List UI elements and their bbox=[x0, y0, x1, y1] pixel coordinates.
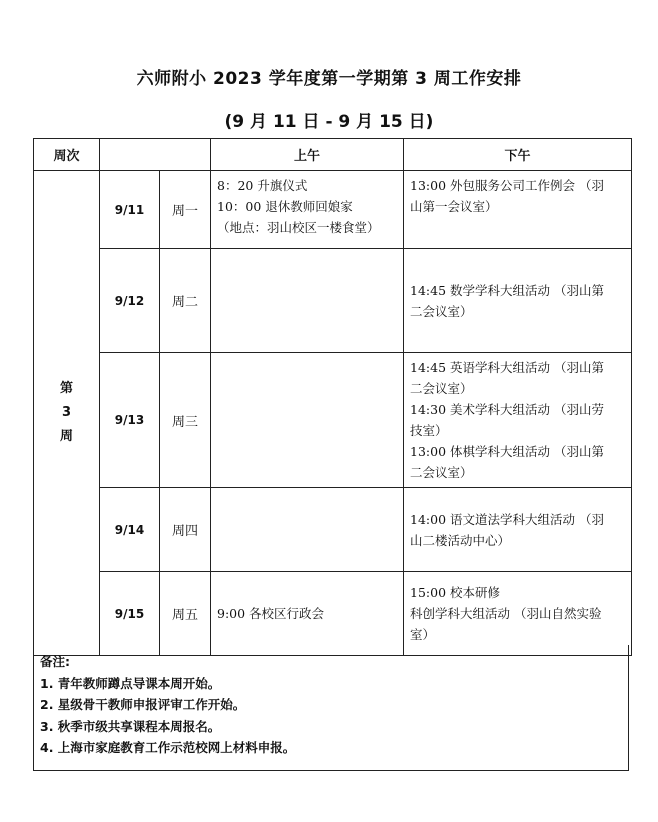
date-cell: 9/15 bbox=[100, 572, 160, 656]
header-morning: 上午 bbox=[211, 139, 404, 171]
event-line: 室） bbox=[410, 627, 436, 642]
note-item: 2. 星级骨干教师申报评审工作开始。 bbox=[40, 697, 246, 712]
event-line: 二会议室） bbox=[410, 381, 473, 396]
header-week: 周次 bbox=[34, 139, 100, 171]
event-line: 山二楼活动中心） bbox=[410, 532, 511, 548]
event-line: 14:45 英语学科大组活动 （羽山第 bbox=[410, 360, 604, 375]
event-line: 科创学科大组活动 （羽山自然实验 bbox=[410, 606, 602, 621]
morning-cell bbox=[211, 488, 404, 572]
afternoon-cell bbox=[404, 249, 632, 353]
week-label-num: 3 bbox=[61, 405, 72, 420]
day-row-fri bbox=[34, 572, 632, 656]
schedule-table bbox=[33, 138, 632, 656]
week-label-char: 第 bbox=[59, 381, 73, 396]
date-cell: 9/13 bbox=[100, 353, 160, 488]
event-line: 8：20 升旗仪式 bbox=[217, 178, 308, 193]
date-cell: 9/12 bbox=[100, 249, 160, 353]
event-line: 14:45 数学学科大组活动 （羽山第 bbox=[410, 282, 604, 298]
header-row bbox=[34, 139, 632, 171]
afternoon-cell bbox=[404, 171, 632, 249]
weekday-cell: 周四 bbox=[160, 488, 211, 572]
weekday-cell: 周三 bbox=[160, 353, 211, 488]
afternoon-cell bbox=[404, 488, 632, 572]
day-row-mon bbox=[34, 171, 632, 249]
event-line: 技室） bbox=[410, 423, 448, 438]
morning-cell bbox=[211, 249, 404, 353]
event-line: 9:00 各校区行政会 bbox=[217, 606, 325, 621]
day-row-tue bbox=[34, 249, 632, 353]
note-item: 3. 秋季市级共享课程本周报名。 bbox=[40, 718, 221, 734]
event-line: 14:30 美术学科大组活动 （羽山劳 bbox=[410, 402, 604, 417]
weekday-cell: 周五 bbox=[160, 572, 211, 656]
event-line: 13:00 体棋学科大组活动 （羽山第 bbox=[410, 444, 604, 459]
header-blank bbox=[100, 139, 211, 171]
event-line: 二会议室） bbox=[410, 303, 473, 319]
header-afternoon: 下午 bbox=[404, 139, 632, 171]
event-line: 14:00 语文道法学科大组活动 （羽 bbox=[410, 511, 604, 527]
notes-label: 备注: bbox=[40, 654, 70, 669]
week-number-cell bbox=[34, 171, 100, 656]
date-cell: 9/14 bbox=[100, 488, 160, 572]
note-item: 4. 上海市家庭教育工作示范校网上材料申报。 bbox=[40, 740, 296, 755]
date-range-subtitle: (9 月 11 日 - 9 月 15 日) bbox=[224, 112, 434, 132]
event-line: 15:00 校本研修 bbox=[410, 585, 500, 600]
week-label-char: 周 bbox=[59, 429, 73, 444]
morning-cell bbox=[211, 353, 404, 488]
event-line: 山第一会议室） bbox=[410, 199, 498, 214]
page-title: 六师附小 2023 学年度第一学期第 3 周工作安排 bbox=[136, 69, 522, 89]
afternoon-cell bbox=[404, 572, 632, 656]
afternoon-cell bbox=[404, 353, 632, 488]
event-line: 10：00 退休教师回娘家 bbox=[217, 199, 353, 214]
weekday-cell: 周一 bbox=[160, 171, 211, 249]
date-cell: 9/11 bbox=[100, 171, 160, 249]
event-line: 13:00 外包服务公司工作例会 （羽 bbox=[410, 178, 604, 193]
day-row-wed bbox=[34, 353, 632, 488]
day-row-thu bbox=[34, 488, 632, 572]
morning-cell bbox=[211, 572, 404, 656]
morning-cell bbox=[211, 171, 404, 249]
notes-box bbox=[33, 645, 629, 771]
event-line: 二会议室） bbox=[410, 465, 473, 480]
event-line: （地点：羽山校区一楼食堂） bbox=[217, 220, 380, 235]
note-item: 1. 青年教师蹲点导课本周开始。 bbox=[40, 675, 221, 691]
weekday-cell: 周二 bbox=[160, 249, 211, 353]
